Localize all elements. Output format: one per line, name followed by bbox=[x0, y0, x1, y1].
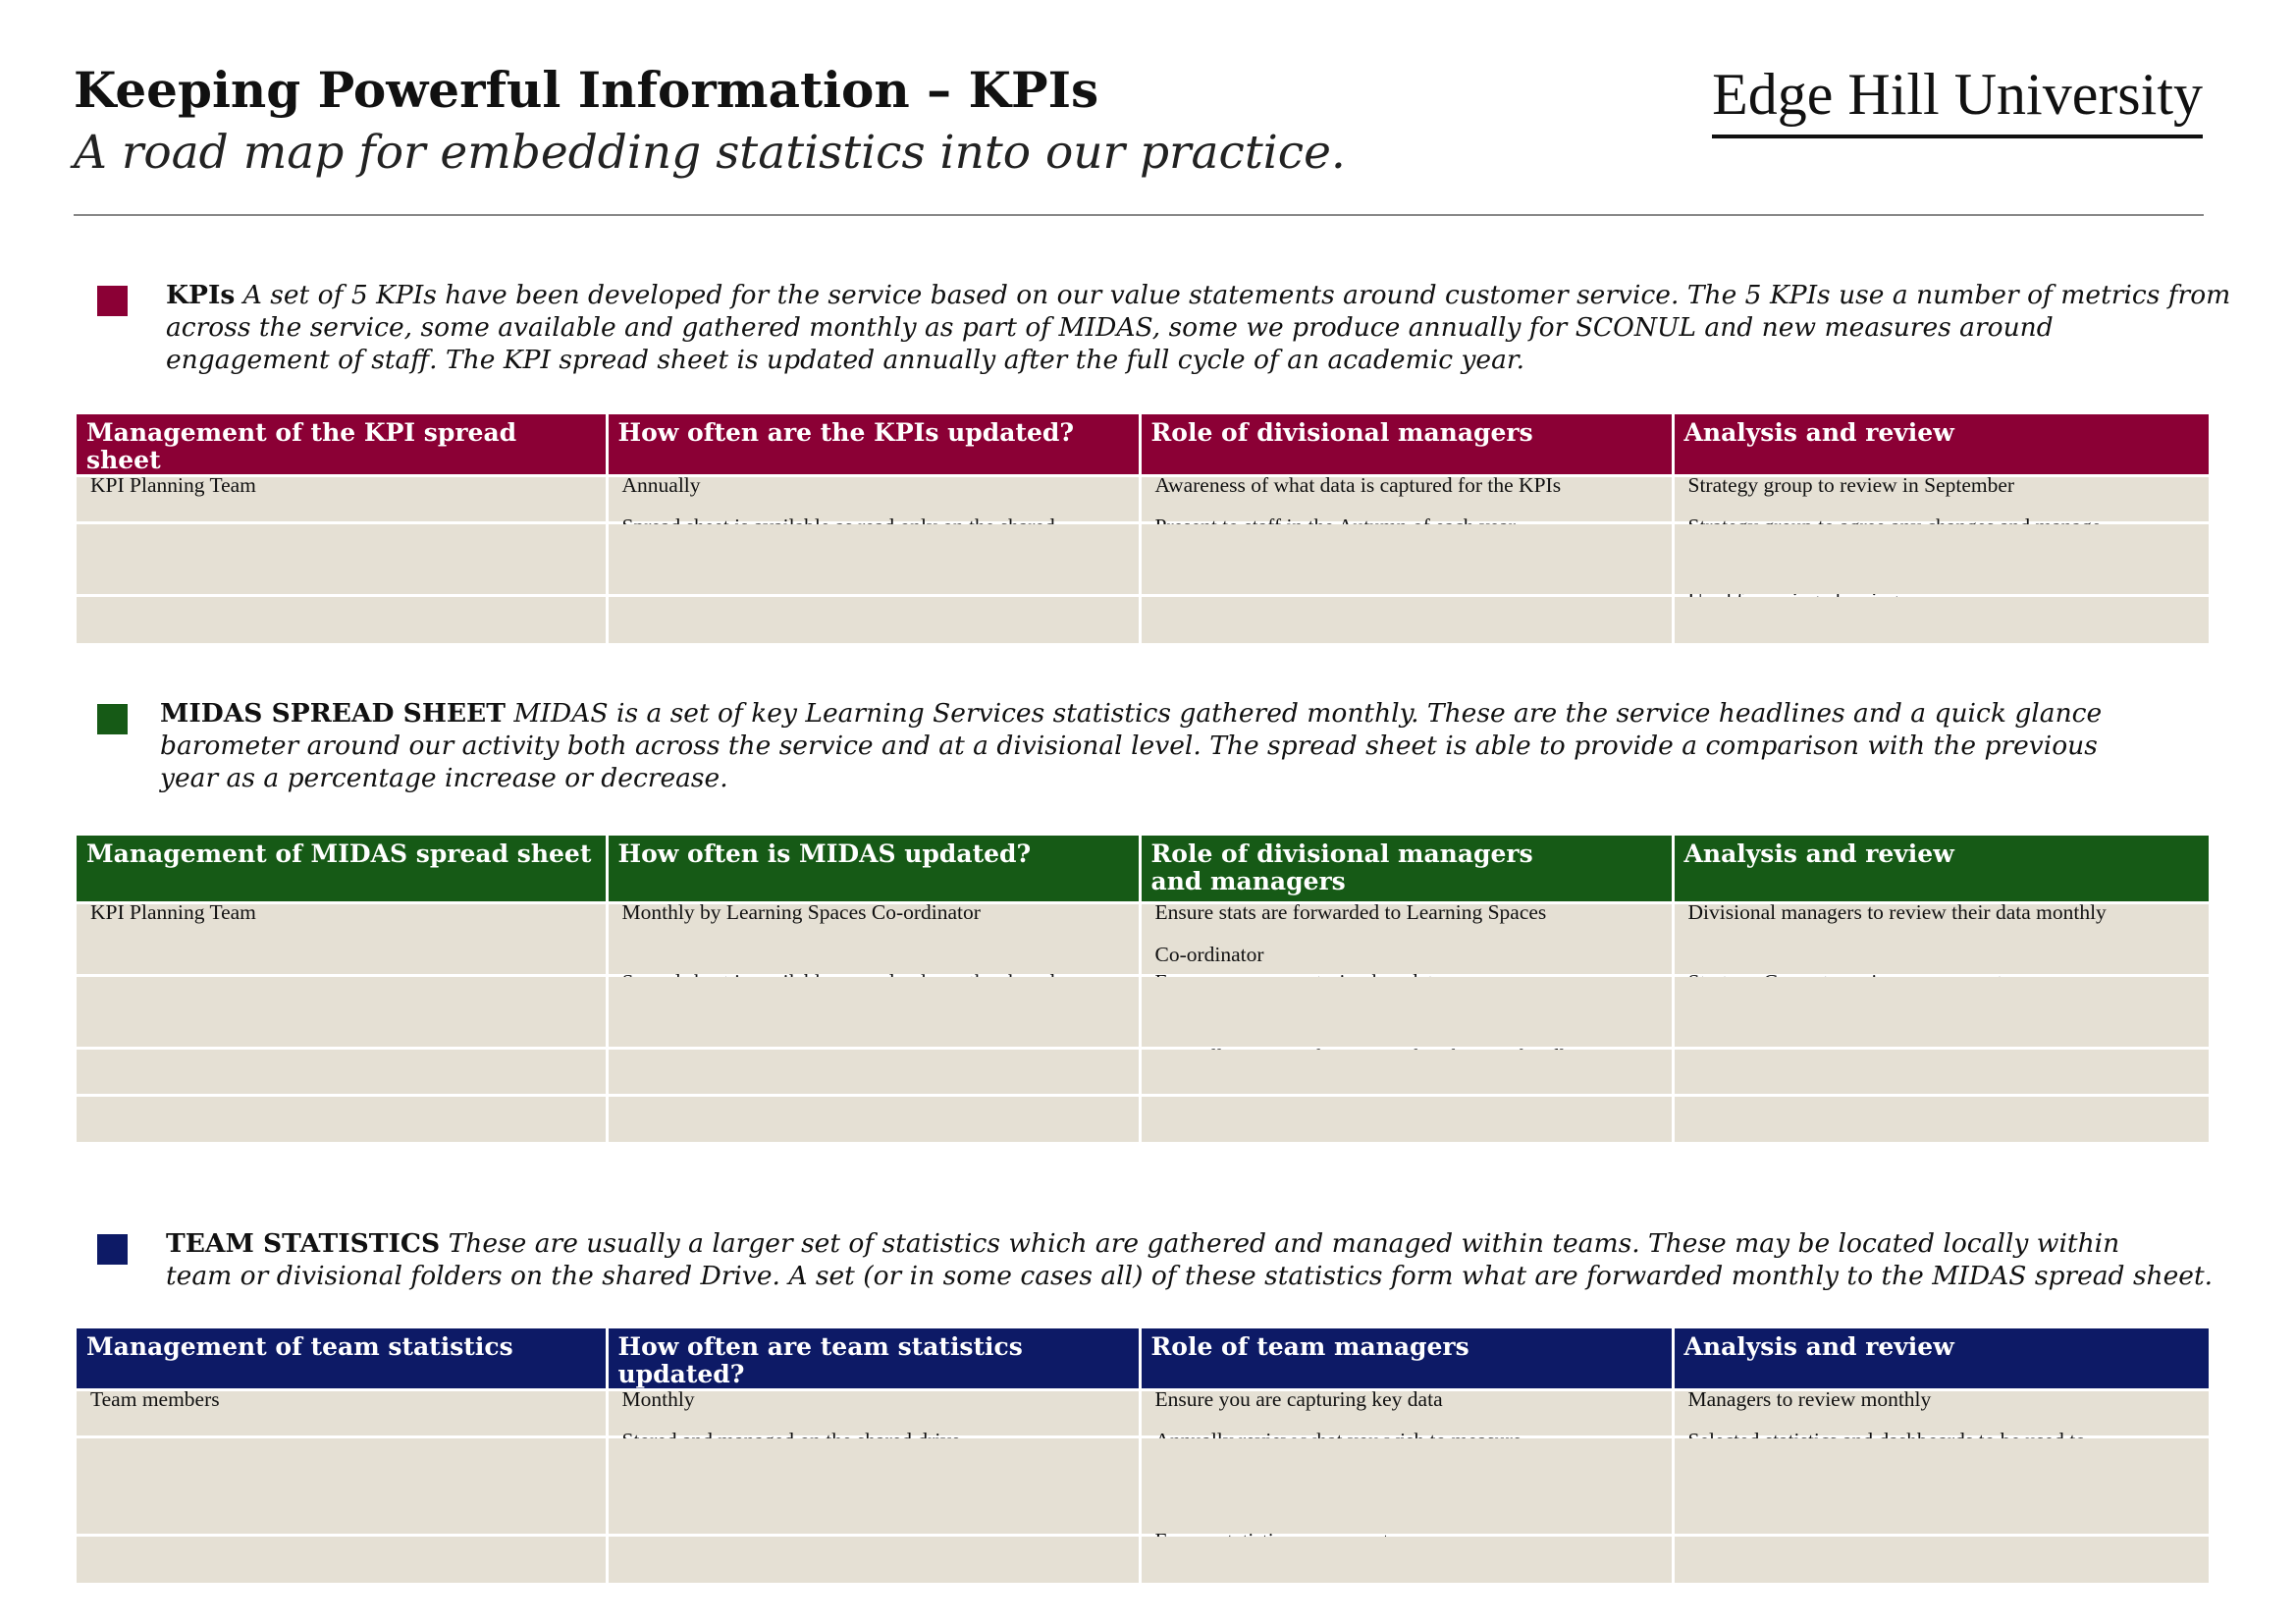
cell-text: Ensure you are capturing key data bbox=[1154, 1387, 1443, 1411]
kpi-header-role: Role of divisional managers bbox=[1140, 414, 1673, 476]
table-cell bbox=[77, 899, 607, 975]
team-header-management: Management of team statistics bbox=[77, 1328, 607, 1390]
midas-header-analysis: Analysis and review bbox=[1673, 836, 2209, 902]
table-row bbox=[77, 1095, 2209, 1142]
midas-intro-line-1: MIDAS SPREAD SHEET MIDAS is a set of key Learning Services statistics gathered monthly. These are the service headlines and a quick glance bbox=[160, 698, 2103, 729]
midas-bullet-icon bbox=[97, 704, 128, 734]
team-intro-line-1: TEAM STATISTICS These are usually a larger set of statistics which are gathered and managed within teams. These may be located locally within bbox=[166, 1228, 2120, 1259]
cell-text: Managers to review monthly bbox=[1687, 1387, 1932, 1411]
cell-text: Ensure stats are forwarded to Learning Spaces bbox=[1154, 899, 1547, 924]
table-cell bbox=[607, 899, 1140, 975]
table-row bbox=[77, 1536, 2209, 1583]
midas-table bbox=[77, 836, 2209, 1142]
cell-text: Monthly by Learning Spaces Co-ordinator bbox=[621, 899, 981, 924]
table-cell bbox=[1140, 473, 1673, 523]
table-row bbox=[77, 1390, 2209, 1437]
team-header-analysis: Analysis and review bbox=[1673, 1328, 2209, 1390]
midas-lead: MIDAS SPREAD SHEET bbox=[160, 698, 506, 729]
page-title: Keeping Powerful Information – KPIs bbox=[74, 61, 1099, 119]
cell-text: Co-ordinator bbox=[1154, 942, 1264, 966]
table-cell bbox=[77, 473, 607, 523]
midas-intro-line-3: year as a percentage increase or decrease. bbox=[160, 763, 728, 793]
table-row bbox=[77, 975, 2209, 1048]
team-header-role: Role of team managers bbox=[1140, 1328, 1673, 1390]
table-cell bbox=[607, 1387, 1140, 1437]
university-logo: Edge Hill University bbox=[1712, 61, 2203, 138]
table-row bbox=[77, 1437, 2209, 1536]
cell-text: Divisional managers to review their data monthly bbox=[1687, 899, 2107, 924]
table-row bbox=[77, 596, 2209, 643]
table-row bbox=[77, 476, 2209, 523]
table-row bbox=[77, 523, 2209, 596]
cell-text: KPI Planning Team bbox=[90, 899, 256, 924]
kpi-header-management: Management of the KPI spread sheet bbox=[77, 414, 607, 476]
page-subtitle: A road map for embedding statistics into our practice. bbox=[74, 126, 1346, 180]
midas-header-role: Role of divisional managers and managers bbox=[1140, 836, 1673, 902]
cell-text: KPI Planning Team bbox=[90, 473, 256, 497]
kpi-bullet-icon bbox=[97, 286, 128, 316]
team-bullet-icon bbox=[97, 1234, 128, 1265]
table-row bbox=[77, 1048, 2209, 1095]
team-intro bbox=[166, 1227, 2213, 1292]
cell-text: Monthly bbox=[621, 1387, 695, 1411]
team-table-header bbox=[77, 1328, 2209, 1390]
kpi-table bbox=[77, 414, 2209, 643]
table-cell bbox=[607, 473, 1140, 523]
table-cell bbox=[77, 1387, 607, 1437]
midas-header-management: Management of MIDAS spread sheet bbox=[77, 836, 607, 902]
kpi-intro-line-1: KPIs A set of 5 KPIs have been developed for the service based on our value statements around customer service. The 5 KPIs use a number of metrics from bbox=[166, 280, 2231, 310]
kpi-lead: KPIs bbox=[166, 280, 236, 310]
team-lead: TEAM STATISTICS bbox=[166, 1228, 441, 1259]
kpi-intro-line-2: across the service, some available and gathered monthly as part of MIDAS, some we produce annually for SCONUL and new measures around bbox=[166, 312, 2054, 343]
team-intro-line-2: team or divisional folders on the shared Drive. A set (or in some cases all) of these statistics form what are forwarded monthly to the MIDAS spread sheet. bbox=[166, 1261, 2214, 1291]
kpi-header-analysis: Analysis and review bbox=[1673, 414, 2209, 476]
kpi-table-header bbox=[77, 414, 2209, 476]
kpi-header-frequency: How often are the KPIs updated? bbox=[607, 414, 1140, 476]
cell-text: Strategy group to review in September bbox=[1687, 473, 2015, 497]
table-cell bbox=[1673, 473, 2209, 523]
kpi-intro bbox=[166, 279, 2230, 376]
table-row bbox=[77, 902, 2209, 975]
table-cell bbox=[1140, 899, 1673, 975]
cell-text: Awareness of what data is captured for the KPIs bbox=[1154, 473, 1562, 497]
midas-table-header bbox=[77, 836, 2209, 902]
cell-text: Annually bbox=[621, 473, 701, 497]
midas-intro bbox=[160, 697, 2102, 794]
team-table bbox=[77, 1328, 2209, 1583]
team-header-frequency: How often are team statistics updated? bbox=[607, 1328, 1140, 1390]
table-cell bbox=[1673, 1387, 2209, 1437]
midas-intro-line-2: barometer around our activity both across the service and at a divisional level. The spread sheet is able to provide a comparison with the previous bbox=[160, 731, 2098, 761]
kpi-intro-line-3: engagement of staff. The KPI spread sheet is updated annually after the full cycle of an academic year. bbox=[166, 345, 1525, 375]
cell-text: Team members bbox=[90, 1387, 220, 1411]
table-cell bbox=[1673, 899, 2209, 975]
midas-header-frequency: How often is MIDAS updated? bbox=[607, 836, 1140, 902]
header-divider bbox=[74, 214, 2204, 216]
table-cell bbox=[1140, 1387, 1673, 1437]
